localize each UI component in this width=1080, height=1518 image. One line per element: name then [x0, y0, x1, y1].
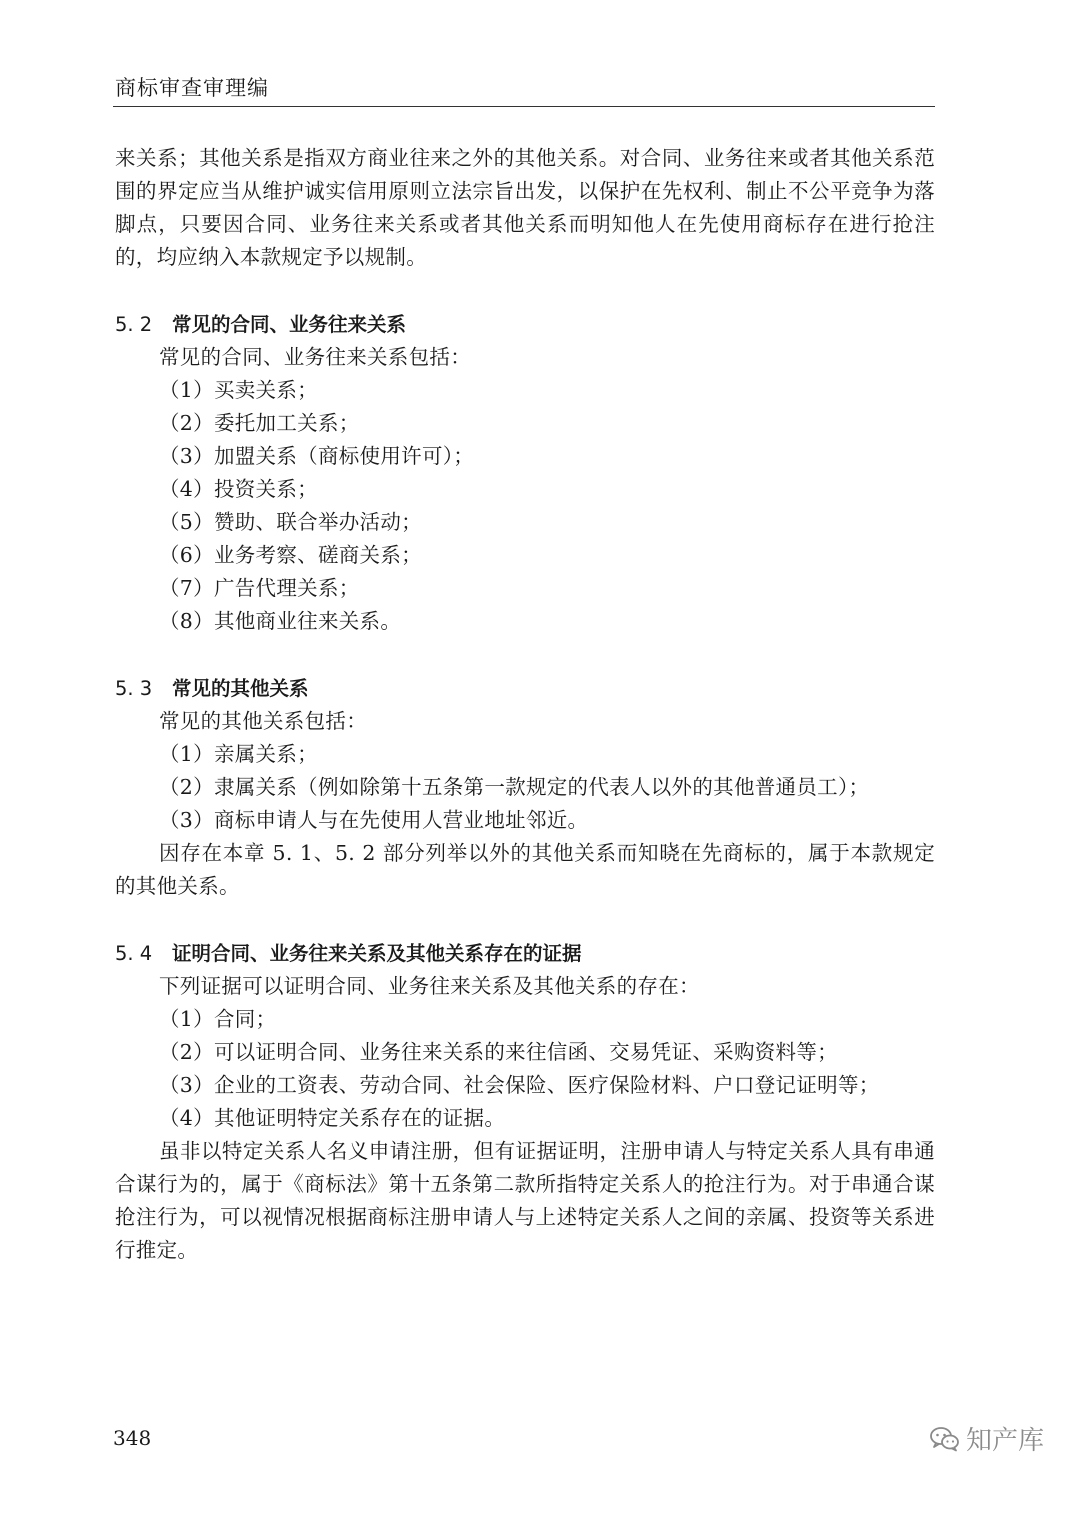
- list-item: （3）企业的工资表、劳动合同、社会保险、医疗保险材料、户口登记证明等；: [159, 1073, 880, 1097]
- page-number: 348: [113, 1426, 152, 1450]
- section-heading: [115, 672, 935, 705]
- section-closing: 虽非以特定关系人名义申请注册，但有证据证明，注册申请人与特定关系人具有串通合谋行为的，属于《商标法》第十五条第二款所指特定关系人的抢注行为。对于串通合谋抢注行为，可以视情况根据商标注册申请人与上述特定关系人之间的亲属、投资等关系进行推定。: [115, 1139, 935, 1262]
- list-item: （2）委托加工关系；: [159, 411, 360, 435]
- page-body: [115, 142, 935, 1267]
- section-heading: [115, 937, 935, 970]
- section-number: 5. 3: [115, 677, 153, 700]
- list-item: （7）广告代理关系；: [159, 576, 360, 600]
- section-lead: 下列证据可以证明合同、业务往来关系及其他关系的存在：: [159, 974, 700, 998]
- section-number: 5. 4: [115, 942, 153, 965]
- list-item: （2）可以证明合同、业务往来关系的来往信函、交易凭证、采购资料等；: [159, 1040, 838, 1064]
- section-title: 证明合同、业务往来关系及其他关系存在的证据: [172, 942, 582, 965]
- list-item: （5）赞助、联合举办活动；: [159, 510, 422, 534]
- intro-paragraph: 来关系；其他关系是指双方商业往来之外的其他关系。对合同、业务往来或者其他关系范围的界定应当从维护诚实信用原则立法宗旨出发，以保护在先权利、制止不公平竞争为落脚点，只要因合同、业务往来关系或者其他关系而明知他人在先使用商标存在进行抢注的，均应纳入本款规定予以规制。: [115, 146, 935, 269]
- list-item: （6）业务考察、磋商关系；: [159, 543, 422, 567]
- section-title: 常见的合同、业务往来关系: [172, 313, 407, 336]
- section-lead: 常见的合同、业务往来关系包括：: [159, 345, 471, 369]
- section-lead: 常见的其他关系包括：: [159, 709, 367, 733]
- watermark: [930, 1420, 1044, 1457]
- wechat-icon: [930, 1426, 960, 1452]
- watermark-label: 知产库: [966, 1426, 1045, 1456]
- list-item: （8）其他商业往来关系。: [159, 609, 402, 633]
- list-item: （2）隶属关系（例如除第十五条第一款规定的代表人以外的其他普通员工）；: [159, 775, 870, 799]
- list-item: （1）亲属关系；: [159, 742, 318, 766]
- list-item: （1）合同；: [159, 1007, 277, 1031]
- section-number: 5. 2: [115, 313, 153, 336]
- section-5-2: [115, 308, 935, 638]
- section-5-3: [115, 672, 935, 903]
- list-item: （3）加盟关系（商标使用许可）；: [159, 444, 475, 468]
- list-item: （3）商标申请人与在先使用人营业地址邻近。: [159, 808, 589, 832]
- section-5-4: [115, 937, 935, 1267]
- list-item: （1）买卖关系；: [159, 378, 318, 402]
- section-title: 常见的其他关系: [172, 677, 309, 700]
- list-item: （4）投资关系；: [159, 477, 318, 501]
- running-header: 商标审查审理编: [115, 76, 269, 100]
- list-item: （4）其他证明特定关系存在的证据。: [159, 1106, 506, 1130]
- section-closing: 因存在本章 5. 1、5. 2 部分列举以外的其他关系而知晓在先商标的，属于本款规定的其他关系。: [115, 841, 935, 898]
- section-heading: [115, 308, 935, 341]
- header-rule: [113, 106, 935, 107]
